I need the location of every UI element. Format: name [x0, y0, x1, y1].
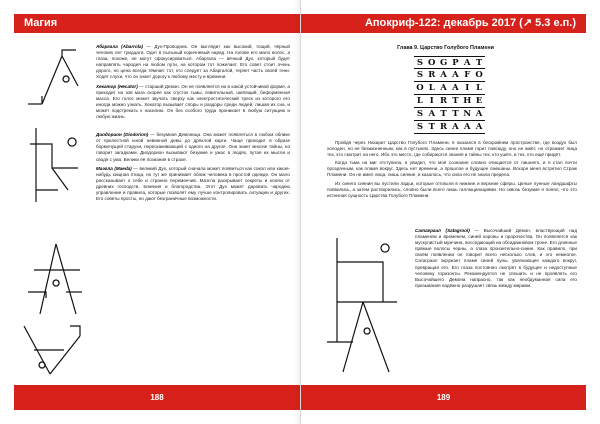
left-header — [14, 14, 300, 33]
magic-square-row — [414, 121, 485, 134]
magic-square-cell: A — [463, 58, 471, 68]
entry-name: Абаргала (Abarrola) — [96, 44, 144, 49]
sigil-abargala — [22, 46, 82, 110]
magic-square-cell: T — [440, 109, 447, 119]
left-footer — [14, 385, 300, 410]
magic-square-cell: T — [475, 58, 483, 68]
entry-name: Сатаграал (Satagrool) — [415, 228, 470, 233]
entry-name: Диодорион (Diodorion) — [96, 132, 149, 138]
entry-text: — великий Дух, который сначала может появиться как сокол или какая-нибудь хищная птица, но тут же принимает облик человека в простой одежде. Он мало рассказывает о себе и странно переменчив. Маэгла раскрывает секреты и ключи от древних господств, влияния и благородства. Этот Дух может даровать чародею управление и правила, которые позволят ему лучше контролировать ситуации и других. Его советы просты, но дают безграничные возможности. — [96, 165, 290, 202]
magic-square-cell: A — [452, 70, 459, 80]
magic-square-cell: H — [463, 96, 472, 106]
right-page-number: 189 — [436, 393, 451, 402]
magic-square-cell: A — [428, 109, 436, 119]
entry-maegla — [96, 166, 290, 203]
entry-text: — безумная Демоница. Она может появляться в любом облике от прелестной юной невинной девы до дряхлой карги. Чаще приходит в образе бормочущей старухи, перескакивающей с одного на другое. Она знает многие тайны, но говорит загадками. Диодорион вызывают безумие и ужас в людях, путая их мысли и сводя с ума. Велики её познания в страхе. — [96, 132, 290, 162]
magic-square-cell: N — [463, 109, 472, 119]
left-text-column — [96, 44, 290, 384]
sigil-satagraal — [323, 232, 407, 382]
entry-diodorion — [96, 132, 290, 162]
left-page-number: 188 — [150, 393, 164, 402]
entry-name: Маэгла (Maeda) — [96, 165, 132, 171]
magic-square-cell: A — [452, 122, 459, 132]
magic-square-cell: S — [416, 58, 423, 68]
magic-square-cell: L — [428, 83, 435, 93]
magic-square-cell: I — [465, 83, 470, 93]
magic-square-cell: I — [429, 96, 434, 106]
magic-square-cell: P — [452, 58, 459, 68]
magic-square-cell: L — [416, 96, 423, 106]
magic-square-cell: O — [428, 58, 436, 68]
sigil-hekator — [28, 126, 86, 204]
right-header-title: Апокриф-122: декабрь 2017 (↗ 5.3 е.п.) — [364, 17, 576, 29]
magic-square — [414, 56, 485, 134]
magic-square-cell: A — [440, 83, 447, 93]
magic-square-cell: S — [416, 109, 423, 119]
satagraal-entry — [415, 228, 577, 291]
magic-square-cell: A — [452, 83, 459, 93]
entry-hekator — [96, 84, 290, 121]
magic-square-cell: A — [475, 122, 483, 132]
magic-square-cell: R — [440, 96, 448, 106]
entry-text: — Дух-Проводник. Он выглядит как высокий, тощий, чёрный человек лет тридцати. Одет в пыльный коричневый наряд. На голове его мало волос, а глаза, похоже, не могут сфокусироваться. Абаргала — вечный Дух, который будет направлять чародея на любом пути, на котором тот пожелает. Его совет стоит очень дорого, но цена всегда тёмная: тот, кто следует за Абаргалой, теряет часть своей тени. Ходят слухи, что он знает дорогу к любому месту и времени. — [96, 44, 290, 80]
magic-square-cell: A — [463, 122, 471, 132]
magic-square-cell: S — [416, 122, 423, 132]
sigil-diodorion — [26, 240, 86, 320]
magic-square-cell: E — [475, 96, 483, 106]
magic-square-cell: R — [428, 70, 436, 80]
right-footer — [301, 385, 586, 410]
magic-square-cell: T — [452, 109, 459, 119]
entry-text: — старший Демон. Он не появляется ни в какой устойчивой форме, а приходит на зов мага скорее как сгусток тьмы, язвительный, шипящий, беформенная масса. Его голос может звучать сверху как электростатический треск из которого его иногда можно узнать. Хекатор вызывает споры и раздоры среди людей, лишая их сна, и может подстрекать к насилию. Он без особого труда проникает в любую ситуацию и любую жизнь. — [96, 83, 290, 120]
sigil-maegla — [20, 322, 86, 378]
magic-square-row — [414, 56, 485, 69]
magic-square-cell: O — [475, 70, 483, 80]
magic-square-cell: S — [416, 70, 423, 80]
chapter-body — [327, 140, 577, 201]
magic-square-cell: A — [440, 70, 447, 80]
magic-square-row — [414, 69, 485, 82]
chapter-paragraph: Когда тьма на миг отступила, я увидел, что моё сознание словно очищается от лишнего, и я стал почти прозрачным, как пламя вокруг. Здесь нет времени, а прошлое и будущее смешаны. Вскоре меня встретил Страж Пламени. Он не имел лица, лишь сияние, и казалось, что сила его не знала предела. — [327, 160, 577, 178]
magic-square-cell: A — [475, 109, 483, 119]
magic-square-row — [414, 108, 485, 121]
entry-text: — Высочайший Демон, властвующий над пламенем и временем, синей короны и пророчества. Он появляется как мускулистый мужчина, восседающий на обсидиановом троне. Его длинные прямые волосы черны, а глаза пронзительно-синие. Как правило, при своём появлении он говорит всего несколько слов, и это немногое. Сатаграал окружает пламя синей луны, увлекающее каждого вокруг, превращая его. Его глаза постоянно смотрят в будущее и недоступные человеку горизонты. Рекомендуется не спешить и не проявлять его Высочайшего Демона напрасно, так как необдуманная сила его призывания надёжно разрушает связь между мирами. — [415, 228, 577, 288]
magic-square-cell: G — [439, 58, 448, 68]
magic-square-row — [414, 95, 485, 108]
left-header-title: Магия — [24, 17, 58, 29]
right-header — [301, 14, 586, 33]
magic-square-cell: R — [440, 122, 448, 132]
magic-square-cell: O — [416, 83, 424, 93]
chapter-paragraph: Из синего сияния вы пустили ладьи, которые отплыли в нижние и верхние сферы. Целые лунные ландшафты появились, а затем растворились, словно были всего лишь галлюцинациями. Но сквозь безумие я понял, что это истинная сущность Царства Голубого Пламени. — [327, 180, 577, 198]
magic-square-cell: F — [464, 70, 471, 80]
magic-square-row — [414, 82, 485, 95]
entry-abargala — [96, 44, 290, 81]
magic-square-cell: L — [476, 83, 483, 93]
chapter-paragraph: Пройдя через Нахарит Царство Голубого Пламени, я оказался в бескрайнем пространстве, где воздух был холоден, но не безжизненным, как в пустынях. Здесь синее пламя горит повсюду, оно не жжёт, но отражает лица тех, кто смотрит на него. Ибо это место, где собираются знания и тайны тех, кто ушёл, и тех, кто ещё придёт. — [327, 140, 577, 158]
entry-satagraal — [415, 228, 577, 289]
right-page — [300, 0, 600, 424]
chapter-title: Глава 9. Царство Голубого Пламени — [397, 45, 494, 51]
entry-name: Хекатор (Hecator) — [96, 83, 138, 89]
magic-square-cell: T — [452, 96, 459, 106]
magic-square-cell: T — [428, 122, 435, 132]
